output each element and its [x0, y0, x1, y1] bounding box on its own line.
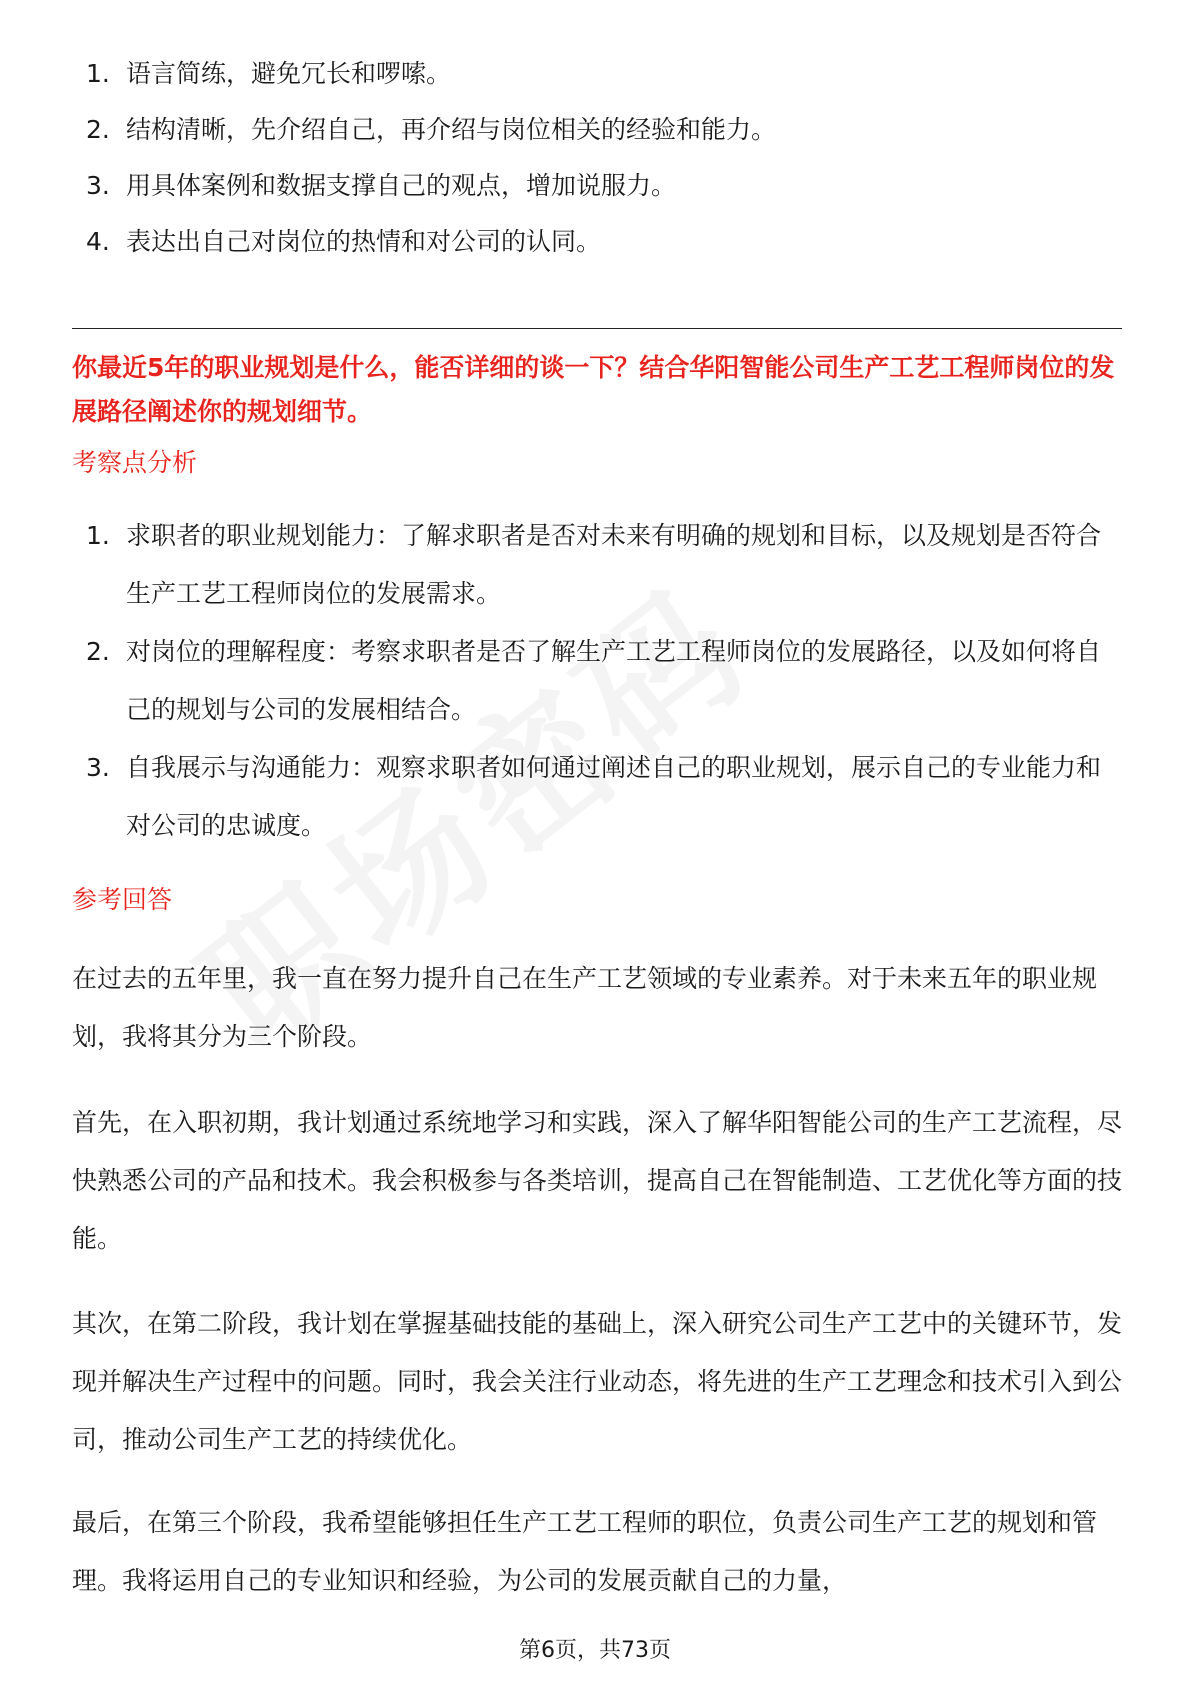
list-item: [72, 158, 1122, 214]
answer-paragraph: 首先，在入职初期，我计划通过系统地学习和实践，深入了解华阳智能公司的生产工艺流程，尽快熟悉公司的产品和技术。我会积极参与各类培训，提高自己在智能制造、工艺优化等方面的技能。: [72, 1108, 1123, 1253]
list-number: 1.: [86, 59, 110, 88]
answer-paragraph: 在过去的五年里，我一直在努力提升自己在生产工艺领域的专业素养。对于未来五年的职业规划，我将其分为三个阶段。: [72, 964, 1098, 1051]
answer-heading: 参考回答: [72, 885, 173, 914]
list-item: [72, 102, 1122, 158]
list-number: 2.: [86, 115, 110, 144]
page-number: 第6页，共73页: [519, 1638, 671, 1663]
list-number: 3.: [86, 753, 110, 782]
list-text: 语言简练，避免冗长和啰嗦。: [126, 59, 452, 88]
list-text: 求职者的职业规划能力：了解求职者是否对未来有明确的规划和目标，以及规划是否符合生产工艺工程师岗位的发展需求。: [126, 521, 1102, 608]
list-item: [72, 214, 1122, 270]
list-text: 自我展示与沟通能力：观察求职者如何通过阐述自己的职业规划，展示自己的专业能力和对公司的忠诚度。: [126, 753, 1102, 840]
list-text: 表达出自己对岗位的热情和对公司的认同。: [126, 227, 602, 256]
list-text: 结构清晰，先介绍自己，再介绍与岗位相关的经验和能力。: [126, 115, 777, 144]
list-number: 1.: [86, 521, 110, 550]
list-item: [72, 739, 1122, 855]
requirements-list: [72, 46, 1122, 270]
list-text: 对岗位的理解程度：考察求职者是否了解生产工艺工程师岗位的发展路径，以及如何将自己的规划与公司的发展相结合。: [126, 637, 1102, 724]
list-item: [72, 623, 1122, 739]
list-item: [72, 507, 1122, 623]
analysis-list: [72, 507, 1122, 855]
list-number: 3.: [86, 171, 110, 200]
section-divider: [72, 328, 1122, 329]
list-number: 4.: [86, 227, 110, 256]
list-number: 2.: [86, 637, 110, 666]
list-item: [72, 46, 1122, 102]
interview-question: 你最近5年的职业规划是什么，能否详细的谈一下？结合华阳智能公司生产工艺工程师岗位的发展路径阐述你的规划细节。: [72, 353, 1115, 426]
list-text: 用具体案例和数据支撑自己的观点，增加说服力。: [126, 171, 677, 200]
answer-paragraph: 其次，在第二阶段，我计划在掌握基础技能的基础上，深入研究公司生产工艺中的关键环节，发现并解决生产过程中的问题。同时，我会关注行业动态，将先进的生产工艺理念和技术引入到公司，推动公司生产工艺的持续优化。: [72, 1309, 1123, 1454]
analysis-heading: 考察点分析: [72, 448, 198, 477]
answer-paragraph: 最后，在第三个阶段，我希望能够担任生产工艺工程师的职位，负责公司生产工艺的规划和管理。我将运用自己的专业知识和经验，为公司的发展贡献自己的力量，: [72, 1508, 1098, 1595]
